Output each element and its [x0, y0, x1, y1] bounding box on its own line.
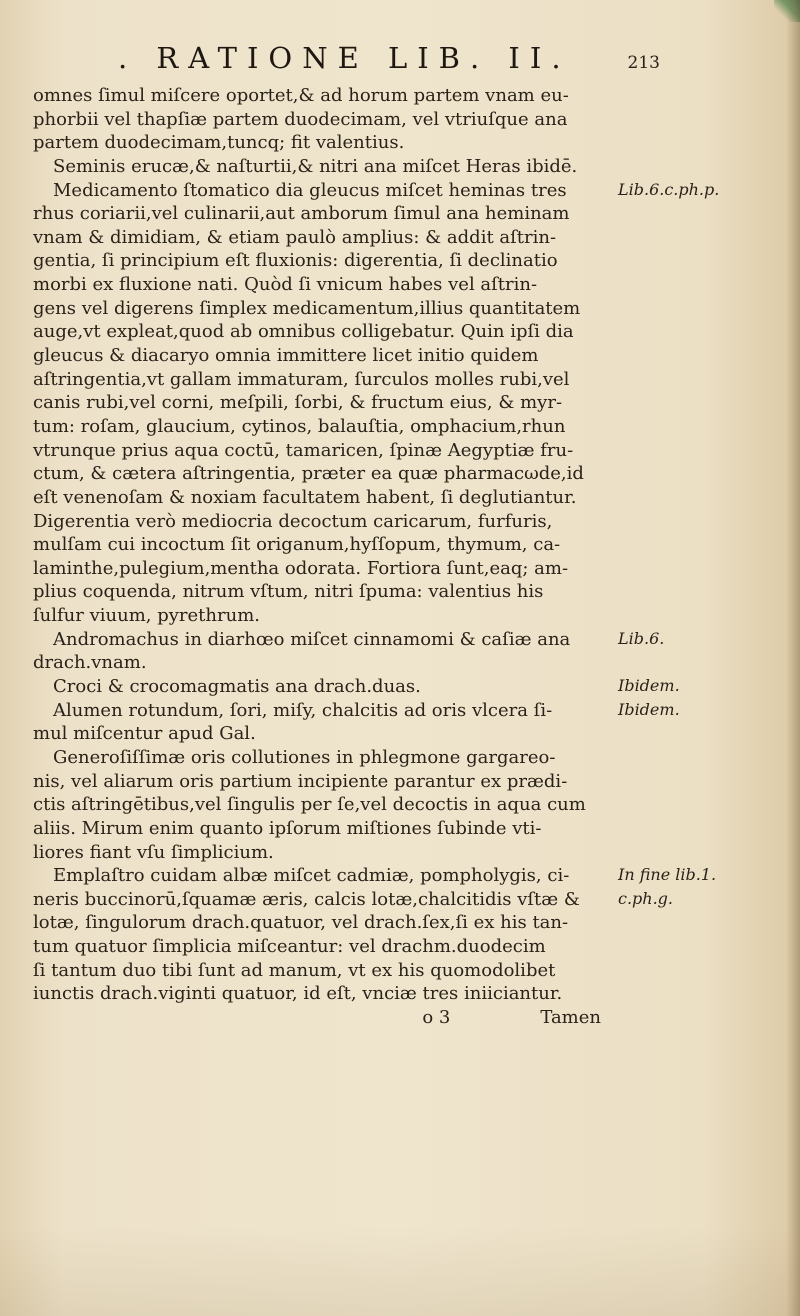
catchword-line: [33, 1006, 613, 1030]
text-line: Emplaſtro cuidam albæ miſcet cadmiæ, pompholygis, ci-: [53, 865, 570, 887]
page-header: [118, 38, 660, 78]
text-line: omnes ſimul miſcere oportet,& ad horum partem vnam eu-: [33, 85, 569, 106]
text-line: phorbii vel thapſiæ partem duodecimam, vel vtriuſque ana: [33, 108, 568, 130]
text-line: ſi tantum duo tibi ſunt ad manum, vt ex his quomodolibet: [33, 959, 556, 981]
text-line: vnam & dimidiam, & etiam paulò amplius: & addit aſtrin-: [33, 226, 557, 248]
text-line: Generoſiſſimæ oris collutiones in phlegmone gargareo-: [53, 746, 556, 768]
text-line: Medicamento ſtomatico dia gleucus miſcet heminas tres: [53, 179, 567, 201]
margin-note: Lib.6.: [618, 628, 665, 648]
text-line: gens vel digerens ſimplex medicamentum,illius quantitatem: [33, 297, 581, 319]
margin-note: Lib.6.c.ph.p.: [618, 179, 720, 199]
text-line: Seminis erucæ,& naſturtii,& nitri ana miſcet Heras ibidē.: [53, 155, 578, 177]
text-line: ſulfur viuum, pyrethrum.: [33, 605, 260, 627]
margin-note: c.ph.g.: [618, 889, 674, 909]
page-edge-shadow: [786, 0, 800, 1316]
text-line: iunctis drach.viginti quatuor, id eſt, vnciæ tres iniiciantur.: [33, 983, 563, 1005]
text-line: Digerentia verò mediocria decoctum caricarum, furfuris,: [33, 510, 553, 532]
text-line: Alumen rotundum, ſori, miſy, chalcitis ad oris vlcera ſi-: [53, 699, 553, 721]
text-line: canis rubi,vel corni, meſpili, ſorbi, & fructum eius, & myr-: [33, 392, 563, 414]
text-line: eſt venenoſam & noxiam facultatem habent, ſi deglutiantur.: [33, 486, 577, 508]
text-line: laminthe,pulegium,mentha odorata. Fortiora ſunt,eaq; am-: [33, 557, 569, 579]
catchword: Tamen: [540, 1006, 601, 1028]
text-line: drach.vnam.: [33, 652, 147, 674]
text-line: tum: roſam, glaucium, cytinos, balauſtia, omphacium,rhun: [33, 415, 566, 437]
text-line: vtrunque prius aqua coctū, tamaricen, ſpinæ Aegyptiæ fru-: [33, 439, 574, 461]
text-line: Croci & crocomagmatis ana drach.duas.: [53, 676, 421, 698]
text-line: aliis. Mirum enim quanto ipſorum miſtiones ſubinde vti-: [33, 817, 542, 839]
body-text: [33, 84, 613, 1030]
text-line: plius coquenda, nitrum vſtum, nitri ſpuma: valentius his: [33, 581, 544, 603]
signature-mark: o 3: [422, 1006, 451, 1028]
text-line: neris buccinorū,ſquamæ æris, calcis lotæ,chalcitidis vſtæ &: [33, 888, 580, 910]
margin-note: Ibidem.: [618, 699, 680, 719]
text-line: partem duodecimam,tuncq; fit valentius.: [33, 132, 405, 154]
text-line: aſtringentia,vt gallam immaturam, ſurculos molles rubi,vel: [33, 368, 570, 390]
text-line: mul miſcentur apud Gal.: [33, 723, 256, 745]
text-line: auge,vt expleat,quod ab omnibus colligebatur. Quin ipſi dia: [33, 321, 574, 343]
text-line: lotæ, ſingulorum drach.quatuor, vel drach.ſex,ſi ex his tan-: [33, 912, 569, 934]
text-line: rhus coriarii,vel culinarii,aut amborum ſimul ana heminam: [33, 203, 570, 225]
text-line: liores fiant vſu ſimplicium.: [33, 841, 274, 863]
margin-notes: [618, 0, 788, 1316]
text-line: ctum, & cætera aſtringentia, præter ea quæ pharmacωde,id: [33, 463, 584, 485]
text-line: gentia, ſi principium eſt fluxionis: digerentia, ſi declinatio: [33, 250, 558, 272]
text-line: mulſam cui incoctum ſit origanum,hyſſopum, thymum, ca-: [33, 534, 561, 556]
margin-note: Ibidem.: [618, 676, 680, 696]
text-line: Andromachus in diarhœo miſcet cinnamomi & caſiæ ana: [53, 628, 571, 650]
margin-note: In fine lib.1.: [618, 865, 717, 885]
text-line: morbi ex fluxione nati. Quòd ſi vnicum habes vel aſtrin-: [33, 274, 538, 296]
page-number: 213: [627, 53, 660, 73]
text-line: ctis aſtringētibus,vel ſingulis per ſe,vel decoctis in aqua cum: [33, 794, 586, 816]
text-line: gleucus & diacaryo omnia immittere licet initio quidem: [33, 345, 539, 367]
text-line: nis, vel aliarum oris partium incipiente parantur ex prædi-: [33, 770, 568, 792]
text-line: tum quatuor ſimplicia miſceantur: vel drachm.duodecim: [33, 936, 546, 958]
running-head: . RATIONE LIB. II.: [118, 41, 571, 75]
